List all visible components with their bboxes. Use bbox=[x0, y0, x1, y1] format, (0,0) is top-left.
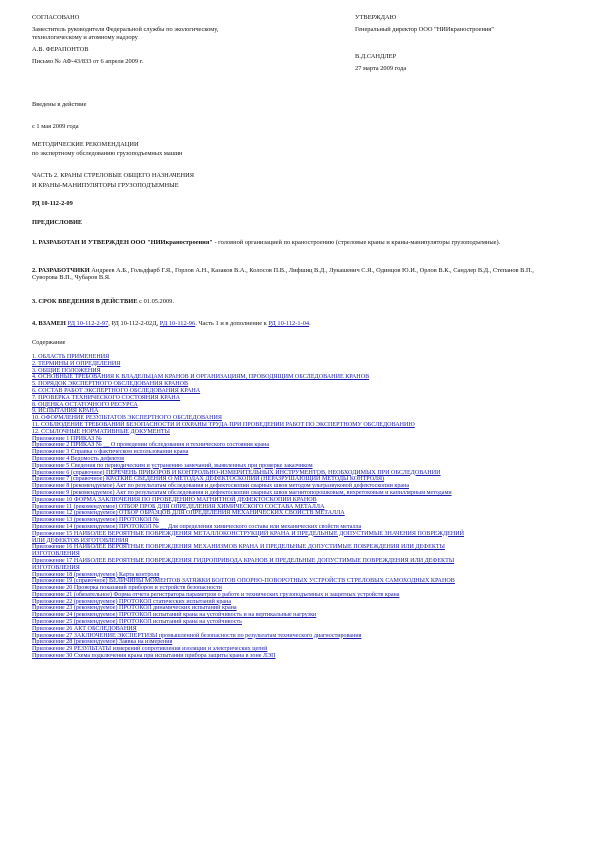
preface-p4-sep1: , РД 10-112-2-02Д, bbox=[108, 320, 160, 327]
contents-link[interactable]: Приложение 29 РЕЗУЛЬТАТЫ измерений сопротивления изоляции и электрических цепей bbox=[32, 646, 268, 653]
approval-left-name: А.В. ФЕРАПОНТОВ bbox=[32, 45, 89, 53]
doc-code: РД 10-112-2-09 bbox=[32, 200, 73, 207]
contents-link[interactable]: Приложение 15 НАИБОЛЕЕ ВЕРОЯТНЫЕ ПОВРЕЖДЕНИЯ МЕТАЛЛОКОНСТРУКЦИЙ КРАНА И ПРЕДЕЛЬНЫЕ ДОПУСТИМЫЕ ЗНАЧЕНИЯ ПОВРЕЖДЕНИЙ ИЛИ ДЕФЕКТОВ ИЗГОТОВЛЕНИЯ bbox=[32, 530, 465, 544]
approval-block bbox=[32, 14, 562, 94]
contents-link[interactable]: Приложение 12 (рекомендуемое) ОТБОР ОБРАЗЦОВ ДЛЯ ОПРЕДЕЛЕНИЯ МЕХАНИЧЕСКИХ СВОЙСТВ МЕТАЛЛА bbox=[32, 510, 345, 517]
doc-title-line1: МЕТОДИЧЕСКИЕ РЕКОМЕНДАЦИИ bbox=[32, 141, 139, 148]
contents-link[interactable]: Приложение 7 (справочное) КРАТКИЕ СВЕДЕНИЯ О МЕТОДАХ ДЕФЕКТОСКОПИИ (НЕРАЗРУШАЮЩИЙ МЕТОДЫ КОНТРОЛЯ) bbox=[32, 476, 385, 483]
contents-link[interactable]: Приложение 14 (рекомендуемое) ПРОТОКОЛ № __ Для определения химического состава или механических свойств металла bbox=[32, 523, 362, 530]
contents-link[interactable]: 10. ОФОРМЛЕНИЕ РЕЗУЛЬТАТОВ ЭКСПЕРТНОГО ОБСЛЕДОВАНИЯ bbox=[32, 415, 222, 422]
preface-p1-head: 1. РАЗРАБОТАН И УТВЕРЖДЕН ООО "НИИкраностроения" bbox=[32, 239, 213, 246]
contents-link[interactable]: Приложение 6 (справочное) ПЕРЕЧЕНЬ ПРИБОРОВ И КОНТРОЛЬНО-ИЗМЕРИТЕЛЬНЫХ ИНСТРУМЕНТОВ, НЕОБХОДИМЫХ ПРИ ОБСЛЕДОВАНИИ bbox=[32, 469, 441, 476]
preface-p1 bbox=[32, 239, 557, 246]
preface-p4-head: 4. ВЗАМЕН bbox=[32, 320, 66, 327]
preface-p3-text: с 01.05.2009. bbox=[137, 298, 174, 305]
contents-link[interactable]: Приложение 3 Справка о фактическом использовании крана bbox=[32, 449, 189, 456]
contents-link[interactable]: Приложение 22 (рекомендуемое) ПРОТОКОЛ статических испытаний крана bbox=[32, 598, 232, 605]
contents-link[interactable]: Приложение 20 Проверка показаний приборов и устройств безопасности bbox=[32, 585, 222, 592]
contents-link[interactable]: Приложение 13 (рекомендуемое) ПРОТОКОЛ № bbox=[32, 517, 159, 524]
preface-p4-end: . bbox=[309, 320, 311, 327]
contents-link[interactable]: Приложение 16 НАИБОЛЕЕ ВЕРОЯТНЫЕ ПОВРЕЖДЕНИЯ МЕХАНИЗМОВ КРАНА И ПРЕДЕЛЬНЫЕ ДОПУСТИМЫЕ ПОВРЕЖДЕНИЯ ИЛИ ДЕФЕКТЫ ИЗГОТОВЛЕНИЯ bbox=[32, 544, 445, 558]
contents-list bbox=[32, 354, 472, 660]
contents-link[interactable]: 3. ОБЩИЕ ПОЛОЖЕНИЯ bbox=[32, 367, 101, 374]
approval-right-position: Генеральный директор ООО "НИИкраностроения" bbox=[355, 26, 494, 34]
contents-link[interactable]: Приложение 23 (рекомендуемое) ПРОТОКОЛ динамических испытаний крана bbox=[32, 605, 237, 612]
approval-left bbox=[32, 14, 332, 65]
approval-right-name: В.Д.САНДЛЕР bbox=[355, 52, 397, 60]
preface-p2-text: Андреев А.Б., Гольдфарб Г.Я., Горлов А.Н., Казаков В.А., Колосов П.В., Лифшиц В.Д., Лукашевич С.Я., Одинцов Ю.И., Орлов В.К., Сандлер В.Д., Степанов В.П., Суворова В.П., Чубаров В.Я. bbox=[32, 267, 534, 282]
contents-link[interactable]: Приложение 5 Сведения по периодическим и устранению замечаний, выявленных при проверке заказчиком bbox=[32, 462, 313, 469]
preface-p3 bbox=[32, 298, 557, 305]
link-rd-10-112-1-04[interactable]: РД 10-112-1-04 bbox=[268, 320, 310, 327]
preface-p4 bbox=[32, 320, 557, 327]
contents-link[interactable]: Приложение 30 Схема подключения крана при испытании прибора защиты крана в зоне ЛЭП bbox=[32, 653, 276, 660]
link-rd-10-112-96[interactable]: РД 10-112-96 bbox=[159, 320, 196, 327]
preface-p1-text: - головной организацией по краностроению (стреловые краны и краны-манипуляторы грузоподъемные). bbox=[212, 239, 501, 246]
approval-right-header: УТВЕРЖДАЮ bbox=[355, 14, 397, 21]
approval-left-letter: Письмо № АФ-43/833 от 6 апреля 2009 г. bbox=[32, 58, 144, 66]
contents-link[interactable]: Приложение 25 (рекомендуемое) ПРОТОКОЛ испытаний крана на устойчивость bbox=[32, 619, 242, 626]
contents-link[interactable]: 4. ОСНОВНЫЕ ТРЕБОВАНИЯ К ВЛАДЕЛЬЦАМ КРАНОВ И ОРГАНИЗАЦИЯМ, ПРОВОДЯЩИМ ОБСЛЕДОВАНИЕ КРАНОВ bbox=[32, 374, 370, 381]
approval-right-date: 27 марта 2009 года bbox=[355, 64, 407, 72]
effective-label: Введены в действие bbox=[32, 101, 87, 108]
contents-link[interactable]: Приложение 8 (рекомендуемое) Акт по результатам обследования и дефектоскопии сварных швов методом ультразвуковой дефектоскопии крана bbox=[32, 483, 410, 490]
contents-link[interactable]: Приложение 9 (рекомендуемое) Акт по результатам обследования и дефектоскопии сварных швов магнитопорошковым, вихретоковым и капиллярным методами bbox=[32, 489, 452, 496]
contents-link[interactable]: 7. ПРОВЕРКА ТЕХНИЧЕСКОГО СОСТОЯНИЯ КРАНА bbox=[32, 394, 181, 401]
contents-heading: Содержание bbox=[32, 339, 66, 346]
effective-date: с 1 мая 2009 года bbox=[32, 123, 79, 130]
approval-left-header: СОГЛАСОВАНО bbox=[32, 14, 80, 21]
approval-left-position: Заместитель руководителя Федеральной службы по экологическому, технологическому и атомному надзору bbox=[32, 26, 219, 41]
preface-p3-head: 3. СРОК ВВЕДЕНИЯ В ДЕЙСТВИЕ bbox=[32, 298, 138, 305]
contents-link[interactable]: 8. ОЦЕНКА ОСТАТОЧНОГО РЕСУРСА bbox=[32, 401, 138, 408]
contents-link[interactable]: Приложение 26 АКТ ОБСЛЕДОВАНИЯ bbox=[32, 625, 137, 632]
contents-link[interactable]: Приложение 1 ПРИКАЗ № bbox=[32, 435, 102, 442]
preface-p4-sep2: . Часть 1 и в дополнение к bbox=[195, 320, 269, 327]
preface-p2-head: 2. РАЗРАБОТЧИКИ bbox=[32, 267, 90, 274]
contents-link[interactable]: Приложение 28 (рекомендуемое) Заявка на измерения bbox=[32, 639, 173, 646]
contents-link[interactable]: Приложение 17 НАИБОЛЕЕ ВЕРОЯТНЫЕ ПОВРЕЖДЕНИЯ ГИДРОПРИВОДА КРАНОВ И ПРЕДЕЛЬНЫЕ ДОПУСТИМЫЕ ПОВРЕЖДЕНИЯ ИЛИ ДЕФЕКТЫ ИЗГОТОВЛЕНИЯ bbox=[32, 557, 455, 571]
preface-heading: ПРЕДИСЛОВИЕ bbox=[32, 219, 83, 226]
contents-link[interactable]: 2. ТЕРМИНЫ И ОПРЕДЕЛЕНИЯ bbox=[32, 360, 121, 367]
contents-link[interactable]: 5. ПОРЯДОК ЭКСПЕРТНОГО ОБСЛЕДОВАНИЯ КРАНОВ bbox=[32, 381, 189, 388]
approval-right bbox=[355, 14, 565, 72]
preface-p2 bbox=[32, 267, 557, 282]
doc-part-line1: ЧАСТЬ 2. КРАНЫ СТРЕЛОВЫЕ ОБЩЕГО НАЗНАЧЕНИЯ bbox=[32, 172, 194, 179]
contents-link[interactable]: Приложение 18 (рекомендуемое) Карта контроля bbox=[32, 571, 160, 578]
contents-link[interactable]: 12. ССЫЛОЧНЫЕ НОРМАТИВНЫЕ ДОКУМЕНТЫ bbox=[32, 428, 170, 435]
contents-link[interactable]: Приложение 27 ЗАКЛЮЧЕНИЕ ЭКСПЕРТИЗЫ промышленной безопасности по результатам технического диагностирования bbox=[32, 632, 362, 639]
contents-link[interactable]: Приложение 10 ФОРМА ЗАКЛЮЧЕНИЯ ПО ПРОВЕДЕНИЮ МАГНИТНОЙ ДЕФЕКТОСКОПИИ КРАНОВ bbox=[32, 496, 317, 503]
contents-link[interactable]: 9. ИСПЫТАНИЯ КРАНА bbox=[32, 408, 99, 415]
contents-link[interactable]: Приложение 4 Ведомость дефектов bbox=[32, 455, 125, 462]
contents-link[interactable]: Приложение 19 (справочное) ВЕЛИЧИНЫ МОМЕНТОВ ЗАТЯЖКИ БОЛТОВ ОПОРНО-ПОВОРОТНЫХ УСТРОЙСТВ СТРЕЛОВЫХ САМОХОДНЫХ КРАНОВ bbox=[32, 578, 455, 585]
contents-link[interactable]: Приложение 11 (рекомендуемое) ОТБОР ПРОБ ДЛЯ ОПРЕДЕЛЕНИЯ ХИМИЧЕСКОГО СОСТАВА МЕТАЛЛА bbox=[32, 503, 325, 510]
contents-link[interactable]: 6. СОСТАВ РАБОТ ЭКСПЕРТНОГО ОБСЛЕДОВАНИЯ КРАНА bbox=[32, 387, 201, 394]
contents-link[interactable]: 11. СОБЛЮДЕНИЕ ТРЕБОВАНИЙ БЕЗОПАСНОСТИ И ОХРАНЫ ТРУДА ПРИ ПРОВЕДЕНИИ РАБОТ ПО ЭКСПЕРТНОМУ ОБСЛЕДОВАНИЮ bbox=[32, 421, 415, 428]
doc-title-line2: по экспертному обследованию грузоподъемных машин bbox=[32, 150, 183, 157]
doc-part-line2: И КРАНЫ-МАНИПУЛЯТОРЫ ГРУЗОПОДЪЕМНЫЕ bbox=[32, 182, 179, 189]
contents-link[interactable]: Приложение 21 (обязательное) Форма отчета регистратора параметров о работе и технических грузоподъемных и защитных устройств крана bbox=[32, 591, 400, 598]
contents-link[interactable]: Приложение 2 ПРИКАЗ № __ О проведении обследования и технического состояния крана bbox=[32, 442, 270, 449]
link-rd-10-112-2-97[interactable]: РД 10-112-2-97 bbox=[67, 320, 109, 327]
contents-link[interactable]: 1. ОБЛАСТЬ ПРИМЕНЕНИЯ bbox=[32, 354, 110, 360]
contents-link[interactable]: Приложение 24 (рекомендуемое) ПРОТОКОЛ испытаний крана на устойчивость и на вертикальные нагрузки bbox=[32, 612, 317, 619]
